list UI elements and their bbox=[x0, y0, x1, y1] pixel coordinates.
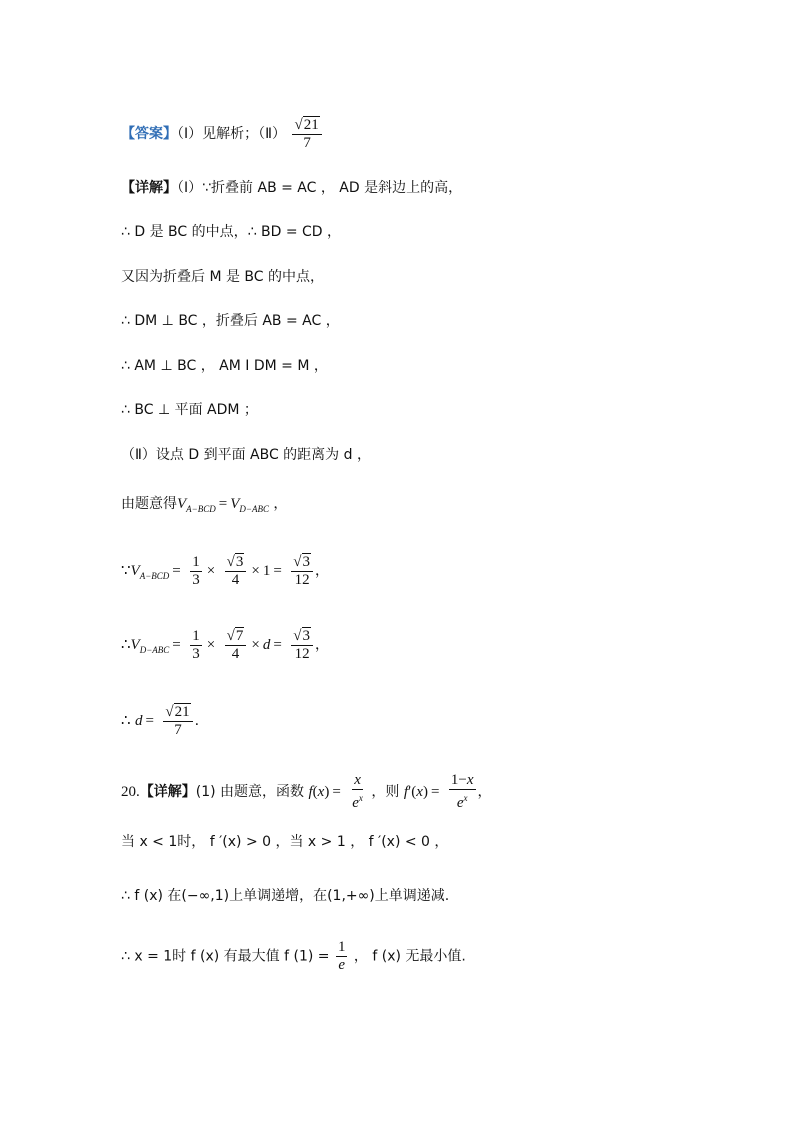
answer-tag: 【答案】 bbox=[121, 126, 177, 142]
q20-line-4: ∴ x = 1时 f (x) 有最大值 f (1) = $\frac{1}{e}$ ， f (x) 无最小值. bbox=[121, 939, 466, 973]
detail-line-6: ∴ BC ⊥ 平面 ADM ； bbox=[121, 402, 258, 418]
detail-line-5: ∴ AM ⊥ BC ， AM Ⅰ DM = M ， bbox=[121, 358, 328, 374]
answer-fraction: √ 21 7 bbox=[292, 116, 321, 152]
volume-equation-1: $\because V_{A-BCD}$ = $\frac{1}{3}$ × √ 3 4 × 1 = √ 3 12 ， bbox=[121, 553, 329, 588]
answer-line bbox=[121, 116, 324, 152]
q20-line-3: ∴ f (x) 在(−∞,1)上单调递增，在(1,+∞)上单调递减. bbox=[121, 888, 450, 904]
detail-line-7: （Ⅱ）设点 D 到平面 ABC 的距离为 d ， bbox=[121, 447, 371, 463]
volume-equation-2: $\therefore V_{D-ABC}$ = $\frac{1}{3}$ × √ 7 4 × d = √ 3 12 ， bbox=[121, 627, 329, 662]
detail-line-3: 又因为折叠后 M 是 BC 的中点， bbox=[121, 269, 325, 285]
q20-line-1: 20.【详解】(1) 由题意，函数 f(x) = $\frac{x}{e^x}$ ，则 f′(x) = $\frac{1-x}{e^x}$ ， bbox=[121, 772, 492, 811]
distance-result: ∴ d = √ 21 7 . bbox=[121, 704, 200, 738]
detail-line-4: ∴ DM ⊥ BC ，折叠后 AB = AC ， bbox=[121, 313, 340, 329]
volume-equality-line: 由题意得$V_{A-BCD} = V_{D-ABC}$ ， bbox=[121, 496, 288, 514]
q20-line-2: 当 x < 1时， f ′(x) > 0 ，当 x > 1 ， f ′(x) < 0 ， bbox=[121, 834, 449, 850]
answer-text: （Ⅰ）见解析；（Ⅱ） bbox=[177, 126, 287, 142]
detail-line-2: ∴ D 是 BC 的中点，∴ BD = CD ， bbox=[121, 224, 342, 240]
detail-line-1: 【详解】（Ⅰ）∵折叠前 AB = AC ， AD 是斜边上的高， bbox=[121, 180, 463, 196]
detail-tag: 【详解】 bbox=[121, 180, 177, 196]
